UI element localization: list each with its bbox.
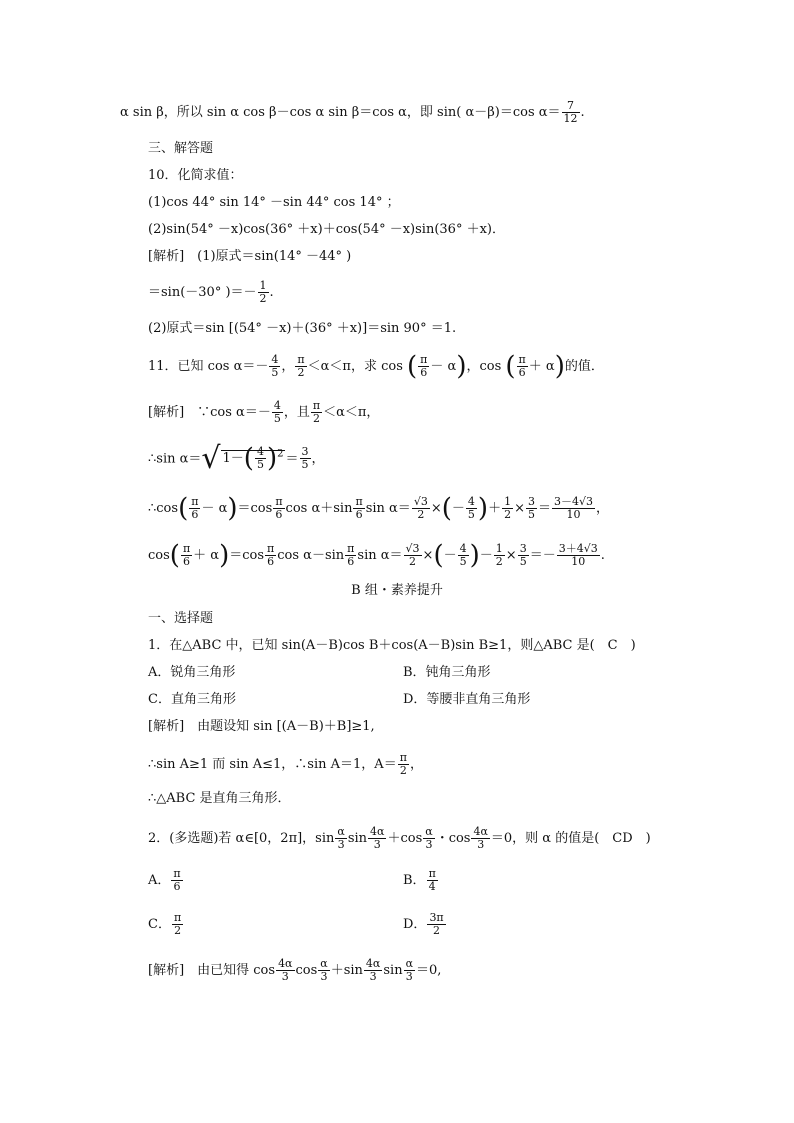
answer-11-line-3: ∴cos( $\frac{\pi}{6}$ － α)＝cos $\frac{\pi}{6}$ cos α＋sin $\frac{\pi}{6}$ sin α＝ $\frac{√3}{2}$ ×(－ $\frac{4}{5}$ )＋ $\frac{1}{2}$ × $\frac{3}{5}$ ＝ $\frac{3-4√3}{10}$ ， <box>148 493 610 524</box>
option-2c: C． $\frac{\pi}{2}$ <box>148 911 182 937</box>
option-d: D．等腰非直角三角形 <box>403 692 531 707</box>
group-b-heading: B 组・素养提升 <box>351 583 443 598</box>
answer-10-line-1: [解析] (1)原式＝sin(14° －44° ) <box>148 249 352 264</box>
text: α sin β，所以 sin α cos β－cos α sin β＝cos α，即 sin( α－β)＝cos α＝ <box>120 105 561 120</box>
option-2a: A． $\frac{\pi}{6}$ <box>148 867 181 893</box>
answer-10-line-3: (2)原式＝sin [(54° －x)＋(36° ＋x)]＝sin 90° ＝1. <box>148 321 457 336</box>
question-10-part-2: (2)sin(54° －x)cos(36° ＋x)＋cos(54° －x)sin(36° ＋x)． <box>148 222 505 237</box>
section-3-heading: 三、解答题 <box>148 141 214 156</box>
answer-1-line-2: ∴sin A≥1 而 sin A≤1，∴sin A＝1，A＝ $\frac{\pi}{2}$ ， <box>148 751 423 777</box>
option-a: A．锐角三角形 <box>148 665 236 680</box>
fraction: $\frac{7}{12}$ <box>563 99 578 125</box>
answer-11-line-2: ∴sin α＝√ 1－( $\frac{4}{5}$ )$^2$ ＝ $\frac{3}{5}$ ， <box>148 440 325 476</box>
option-b: B．钝角三角形 <box>403 665 491 680</box>
answer-1-line-3: ∴△ABC 是直角三角形． <box>148 791 291 806</box>
section-1-heading: 一、选择题 <box>148 611 214 626</box>
option-2b: B． $\frac{\pi}{4}$ <box>403 867 436 893</box>
answer-10-line-2: ＝sin(－30° )＝－ $\frac{1}{2}$ . <box>148 279 274 305</box>
line-1: α sin β，所以 sin α cos β－cos α sin β＝cos α，即 sin( α－β)＝cos α＝ $\frac{7}{12}$ . <box>120 99 585 125</box>
answer-11-line-4: cos( $\frac{\pi}{6}$ ＋ α)＝cos $\frac{\pi}{6}$ cos α－sin $\frac{\pi}{6}$ sin α＝ $\frac{√3}{2}$ ×(－ $\frac{4}{5}$ )－ $\frac{1}{2}$ × $\frac{3}{5}$ ＝－ $\frac{3+4√3}{10}$ . <box>148 540 605 571</box>
answer-2-line-1: [解析] 由已知得 cos $\frac{4\alpha}{3}$ cos $\frac{\alpha}{3}$ ＋sin $\frac{4\alpha}{3}$ sin $\frac{\alpha}{3}$ ＝0, <box>148 957 442 983</box>
option-2d: D． $\frac{3\pi}{2}$ <box>403 911 444 937</box>
option-c: C．直角三角形 <box>148 692 236 707</box>
question-2: 2．(多选题)若 α∈[0，2π]，sin $\frac{\alpha}{3}$ sin $\frac{4\alpha}{3}$ ＋cos $\frac{\alpha}{3}$ ・cos $\frac{4\alpha}{3}$ ＝0，则 α 的值是( CD ) <box>148 825 651 851</box>
question-10: 10．化简求值： <box>148 168 243 183</box>
fraction: $\frac{1}{2}$ <box>259 279 267 305</box>
question-10-part-1: (1)cos 44° sin 14° －sin 44° cos 14° ； <box>148 195 400 210</box>
answer-1-line-1: [解析] 由题设知 sin [(A－B)＋B]≥1, <box>148 719 375 734</box>
question-11: 11．已知 cos α＝－ $\frac{4}{5}$ ， $\frac{\pi}{2}$ ＜α＜π，求 cos ( $\frac{\pi}{6}$ － α)，cos ( $\frac{\pi}{6}$ ＋ α)的值． <box>148 351 604 382</box>
question-1: 1．在△ABC 中，已知 sin(A－B)cos B＋cos(A－B)sin B≥1，则△ABC 是( C ) <box>148 638 636 653</box>
answer-11-line-1: [解析] ∵cos α＝－ $\frac{4}{5}$ ，且 $\frac{\pi}{2}$ ＜α＜π， <box>148 399 380 425</box>
